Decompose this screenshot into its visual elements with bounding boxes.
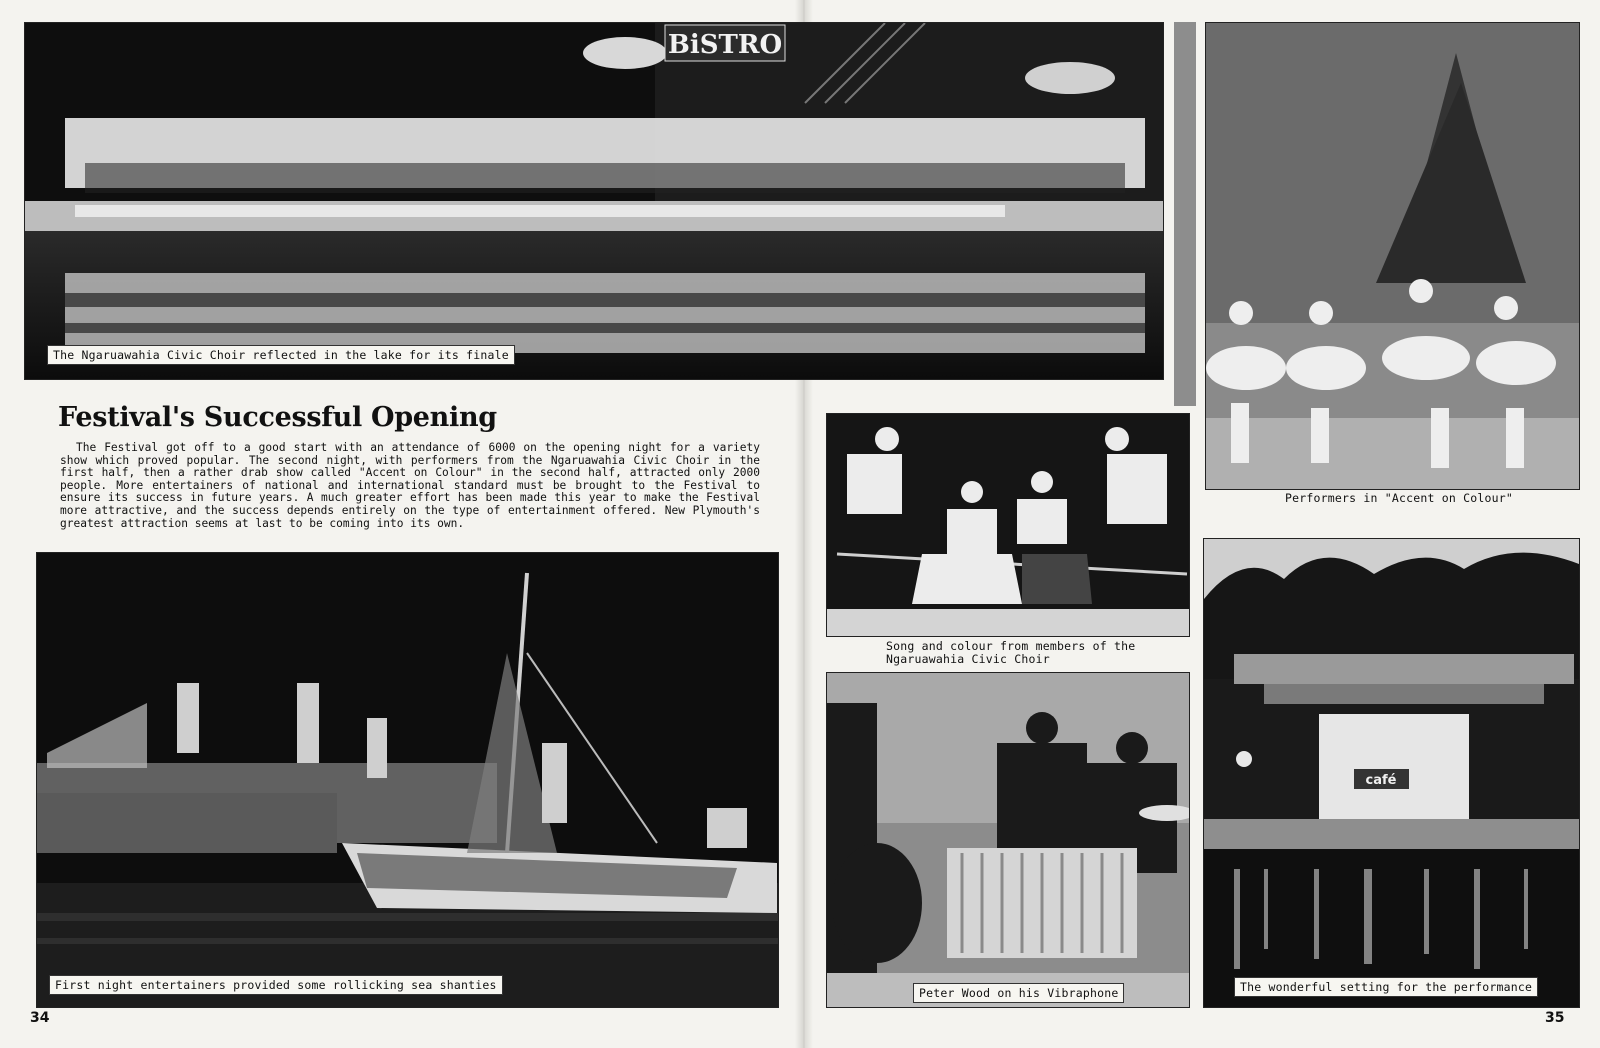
photo-vibraphone [826,672,1190,1008]
page-number-left: 34 [30,1010,50,1026]
photo-sea-shanties [36,552,779,1008]
caption-choir-finale: The Ngaruawahia Civic Choir reflected in the lake for its finale [47,345,515,365]
decorative-grey-bar [1174,22,1196,406]
sea-shanties-image [37,553,778,1007]
caption-sea-shanties: First night entertainers provided some rollicking sea shanties [49,975,503,995]
bistro-sign: BiSTRO [667,30,783,60]
photo-accent-on-colour [1205,22,1580,490]
photo-choir-members [826,413,1190,637]
setting-image [1204,539,1579,1007]
article-body: The Festival got off to a good start with an attendance of 6000 on the opening night for a variety show which proved popular. The second night, with performers from the Ngaruawahia Civic Choir in the first half, then a rather drab show called "Accent on Colour" in the second half, attracted only 2000 people. More entertainers of national and international standard must be brought to the Festival to ensure its success in future years. A much greater effort has been made this year to make the Festival more attractive, and the success depends entirely on the type of entertainment offered. New Plymouth's greatest attraction seems at last to be coming into its own. [60,441,760,530]
page-number-right: 35 [1545,1010,1565,1026]
photo-setting [1203,538,1580,1008]
cafe-sign: café [1365,773,1397,788]
vibraphone-image [827,673,1189,1007]
choir-members-image [827,414,1189,636]
choir-finale-image [25,23,1163,379]
accent-on-colour-image [1206,23,1579,489]
caption-choir-members-line2: Ngaruawahia Civic Choir [886,652,1050,666]
article-headline: Festival's Successful Opening [58,402,497,433]
caption-accent-on-colour: Performers in "Accent on Colour" [1285,491,1513,505]
photo-choir-finale [24,22,1164,380]
caption-choir-members [886,640,1135,666]
caption-vibraphone: Peter Wood on his Vibraphone [913,983,1124,1003]
caption-choir-members-line1: Song and colour from members of the [886,639,1136,653]
caption-setting: The wonderful setting for the performance [1234,977,1538,997]
